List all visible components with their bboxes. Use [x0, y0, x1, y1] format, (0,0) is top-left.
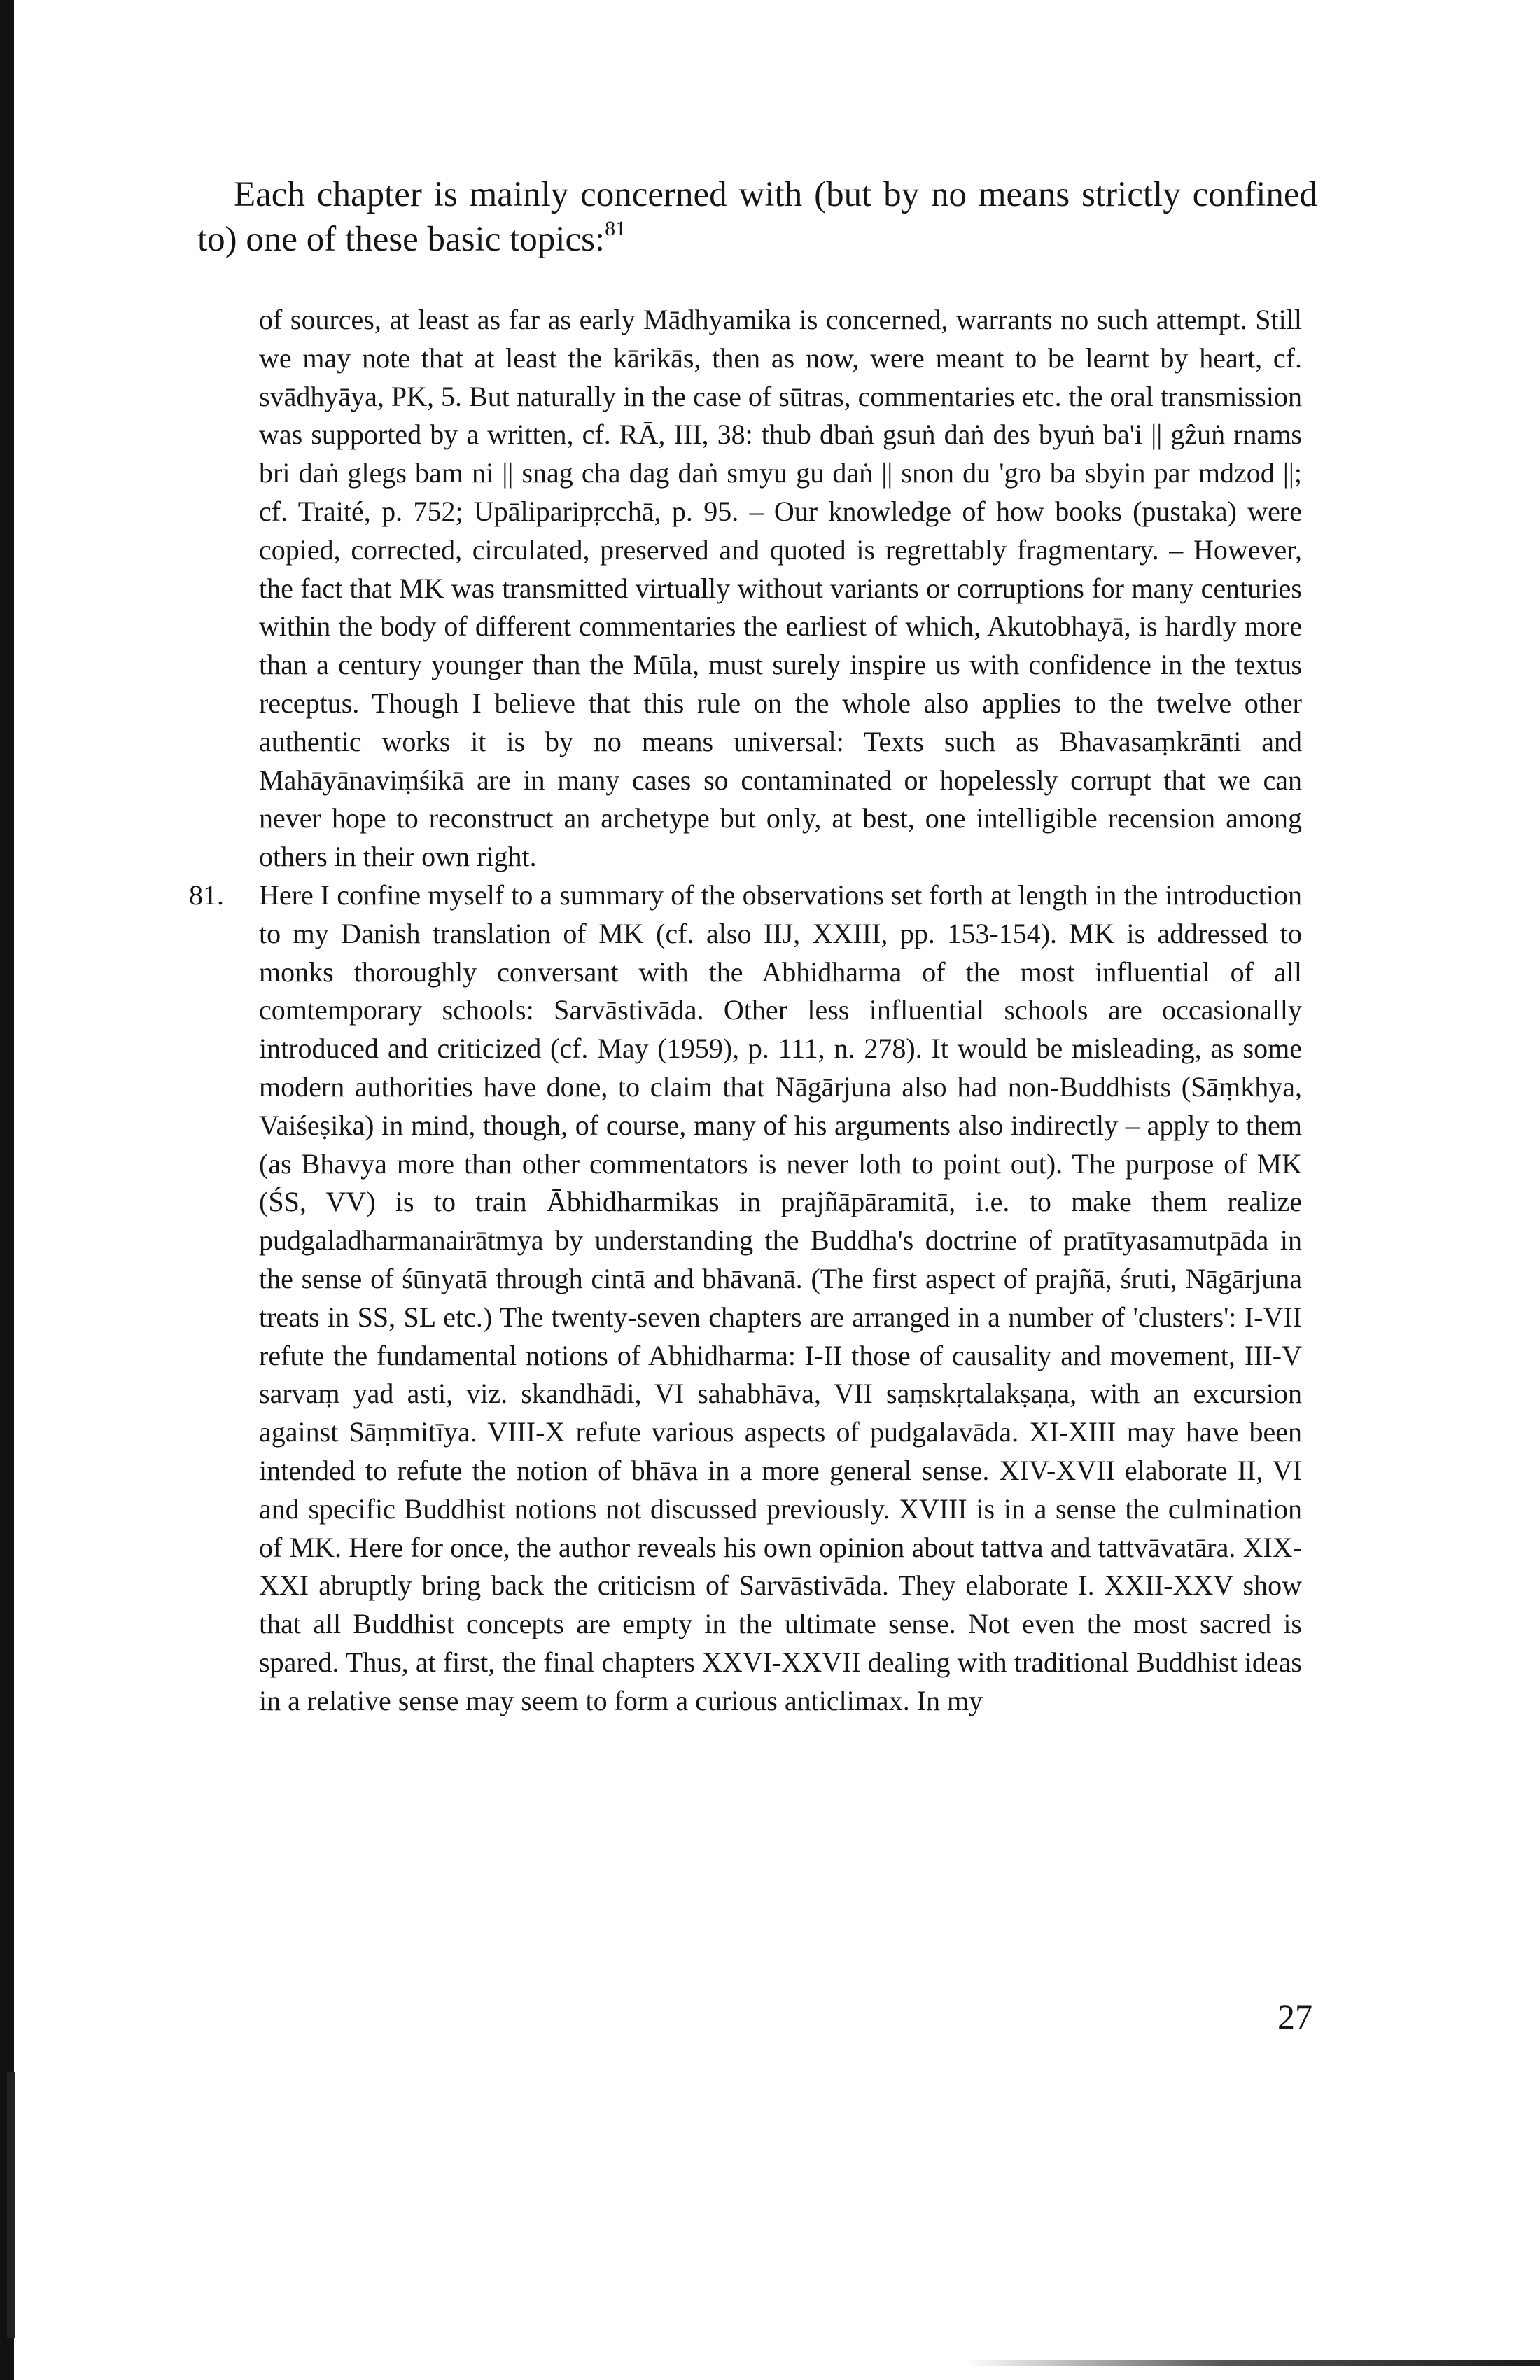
footnotes [189, 301, 1302, 1720]
scan-mark [7, 2072, 15, 2338]
scan-edge-left [0, 0, 14, 2380]
footnote-81 [189, 876, 1302, 1721]
intro-paragraph [197, 172, 1317, 262]
footnote-number: 81. [189, 878, 224, 911]
page-number: 27 [1278, 1997, 1312, 2036]
footnote-ref-81: 81 [605, 217, 626, 240]
scan-edge-bottom [966, 2360, 1540, 2366]
footnote-81-text: Here I confine myself to a summary of the observations set forth at length in the introduction to my Danish translation of MK (cf. also IIJ, XXIII, pp. 153-154). MK is addressed to monks thoroughly conversant with the Abhidharma of the most influential of all comtemporary schools: Sarvāstivāda. Other less influential schools are occasionally introduced and criticized (cf. May (1959), p. 111, n. 278). It would be misleading, as some modern authorities have done, to claim that Nāgārjuna also had non-Buddhists (Sāṃkhya, Vaiśeṣika) in mind, though, of course, many of his arguments also indirectly – apply to them (as Bhavya more than other commentators is never loth to point out). The purpose of MK (ŚS, VV) is to train Ābhidharmikas in prajñāpāramitā, i.e. to make them realize pudgaladharmanairātmya by understanding the Buddha's doctrine of pratītyasamutpāda in the sense of śūnyatā through cintā and bhāvanā. (The first aspect of prajñā, śruti, Nāgārjuna treats in SS, SL etc.) The twenty-seven chapters are arranged in a number of 'clusters': I-VII refute the fundamental notions of Abhidharma: I-II those of causality and movement, III-V sarvaṃ yad asti, viz. skandhādi, VI sahabhāva, VII saṃskṛtalakṣaṇa, with an excursion against Sāṃmitīya. VIII-X refute various aspects of pudgalavāda. XI-XIII may have been intended to refute the notion of bhāva in a more general sense. XIV-XVII elaborate II, VI and specific Buddhist notions not discussed previously. XVIII is in a sense the culmination of MK. Here for once, the author reveals his own opinion about tattva and tattvāvatāra. XIX-XXI abruptly bring back the criticism of Sarvāstivāda. They elaborate I. XXII-XXV show that all Buddhist concepts are empty in the ultimate sense. Not even the most sacred is spared. Thus, at first, the final chapters XXVI-XXVII dealing with traditional Buddhist ideas in a relative sense may seem to form a curious anticlimax. In my [259, 878, 1302, 1716]
footnote-continuation: of sources, at least as far as early Mādhyamika is concerned, warrants no such attempt. Still we may note that at least the kārikās, then as now, were meant to be learnt by heart, cf. svādhyāya, PK, 5. But naturally in the case of sūtras, commentaries etc. the oral transmission was supported by a written, cf. RĀ, III, 38: thub dbaṅ gsuṅ daṅ des byuṅ ba'i || gẑuṅ rnams bri daṅ glegs bam ni || snag cha dag daṅ smyu gu daṅ || snon du 'gro ba sbyin par mdzod ||; cf. Traité, p. 752; Upāliparipṛcchā, p. 95. – Our knowledge of how books (pustaka) were copied, corrected, circulated, preserved and quoted is regrettably fragmentary. – However, the fact that MK was transmitted virtually without variants or corruptions for many centuries within the body of different commentaries the earliest of which, Akutobhayā, is hardly more than a century younger than the Mūla, must surely inspire us with confidence in the textus receptus. Though I believe that this rule on the whole also applies to the twelve other authentic works it is by no means universal: Texts such as Bhavasaṃkrānti and Mahāyānaviṃśikā are in many cases so contaminated or hopelessly corrupt that we can never hope to reconstruct an archetype but only, at best, one intelligible recension among others in their own right. [259, 304, 1302, 873]
intro-text: Each chapter is mainly concerned with (but by no means strictly confined to) one of these basic topics: [197, 175, 1317, 259]
